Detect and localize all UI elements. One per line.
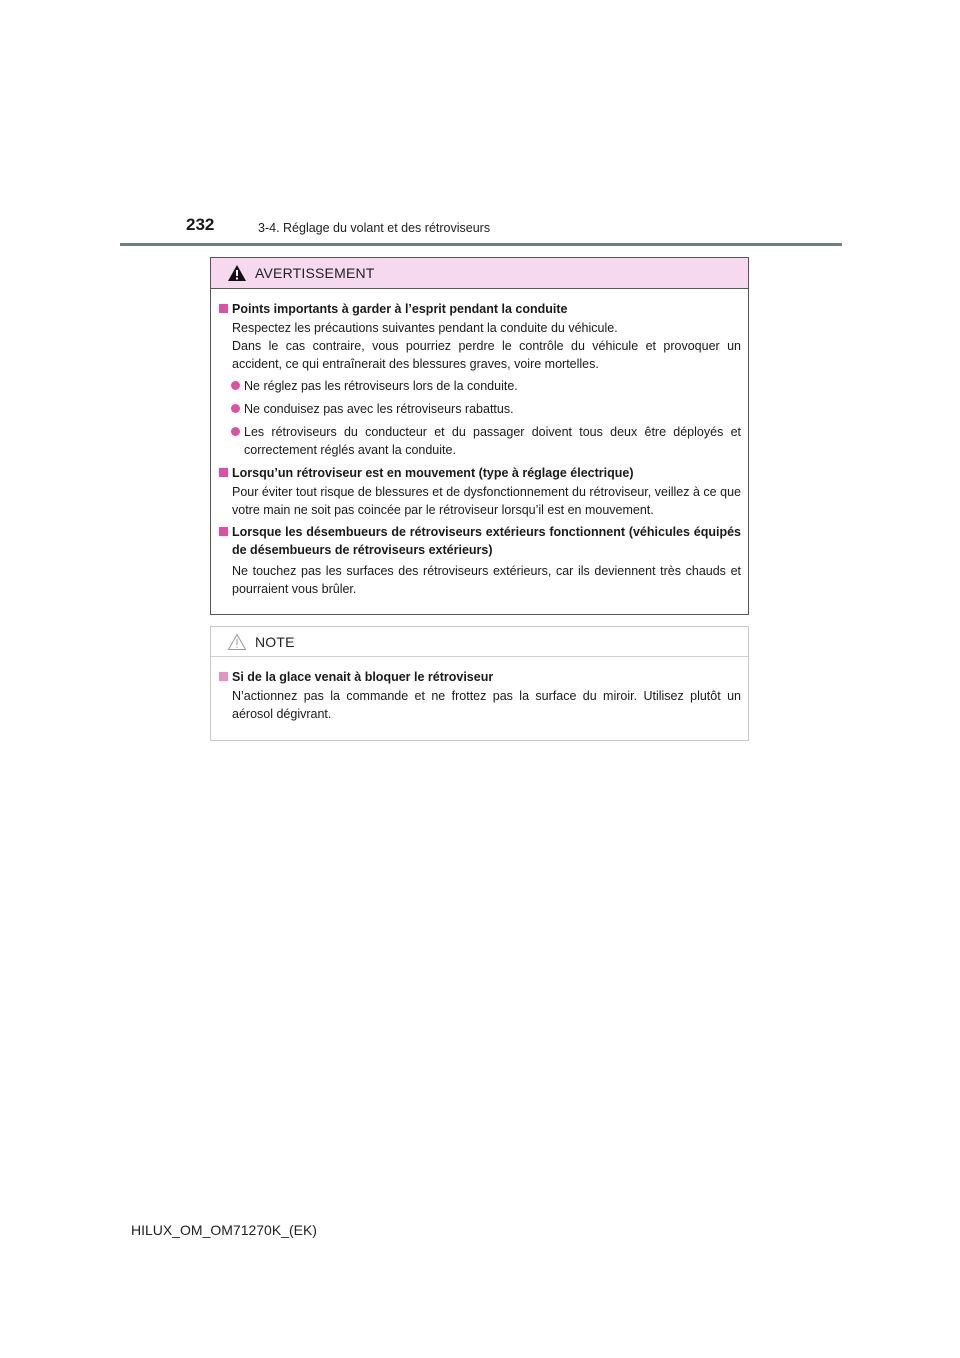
caution-triangle-outline-icon (227, 633, 247, 651)
note-title: NOTE (255, 633, 295, 650)
warning-heading-1: Points importants à garder à l’esprit pendant la conduite (218, 300, 741, 318)
warning-text-2: Pour éviter tout risque de blessures et de dysfonctionnement du rétroviseur, veillez à ce que votre main ne soit pas coincée par le rétroviseur lorsqu’il est en mouvement. (232, 485, 741, 517)
warning-body (211, 289, 748, 598)
note-body (211, 657, 748, 723)
document-code: HILUX_OM_OM71270K_(EK) (131, 1222, 317, 1238)
warning-bullet-2: Ne conduisez pas avec les rétroviseurs rabattus. (218, 400, 741, 418)
note-text-1: N’actionnez pas la commande et ne frottez pas la surface du miroir. Utilisez plutôt un aérosol dégivrant. (232, 689, 741, 721)
square-bullet-icon (219, 527, 228, 536)
warning-header (211, 258, 748, 289)
warning-bullet-3: Les rétroviseurs du conducteur et du passager doivent tous deux être déployés et correctement réglés avant la conduite. (218, 423, 741, 459)
square-bullet-icon (219, 304, 228, 313)
square-bullet-icon (219, 672, 228, 681)
warning-triangle-icon (227, 264, 247, 282)
warning-text-3: Ne touchez pas les surfaces des rétroviseurs extérieurs, car ils deviennent très chauds et pourraient vous brûler. (232, 564, 741, 596)
warning-box (210, 257, 749, 615)
warning-heading-2: Lorsqu’un rétroviseur est en mouvement (type à réglage électrique) (218, 464, 741, 482)
warning-bullet-1: Ne réglez pas les rétroviseurs lors de la conduite. (218, 377, 741, 395)
header-rule (120, 243, 842, 246)
round-bullet-icon (231, 404, 240, 413)
round-bullet-icon (231, 381, 240, 390)
round-bullet-icon (231, 427, 240, 436)
note-heading-1: Si de la glace venait à bloquer le rétroviseur (218, 668, 741, 686)
note-box (210, 626, 749, 741)
warning-text-1a: Respectez les précautions suivantes pendant la conduite du véhicule. (232, 321, 618, 335)
warning-heading-3: Lorsque les désembueurs de rétroviseurs extérieurs fonctionnent (véhicules équipés de désembueurs de rétroviseurs extérieurs) (218, 523, 741, 559)
warning-title: AVERTISSEMENT (255, 265, 375, 281)
section-title: 3-4. Réglage du volant et des rétroviseurs (258, 221, 491, 235)
warning-text-1b: Dans le cas contraire, vous pourriez perdre le contrôle du véhicule et provoquer un accident, ce qui entraînerait des blessures graves, voire mortelles. (232, 339, 741, 371)
square-bullet-icon (219, 468, 228, 477)
note-header (211, 627, 748, 657)
page-number: 232 (186, 215, 215, 234)
